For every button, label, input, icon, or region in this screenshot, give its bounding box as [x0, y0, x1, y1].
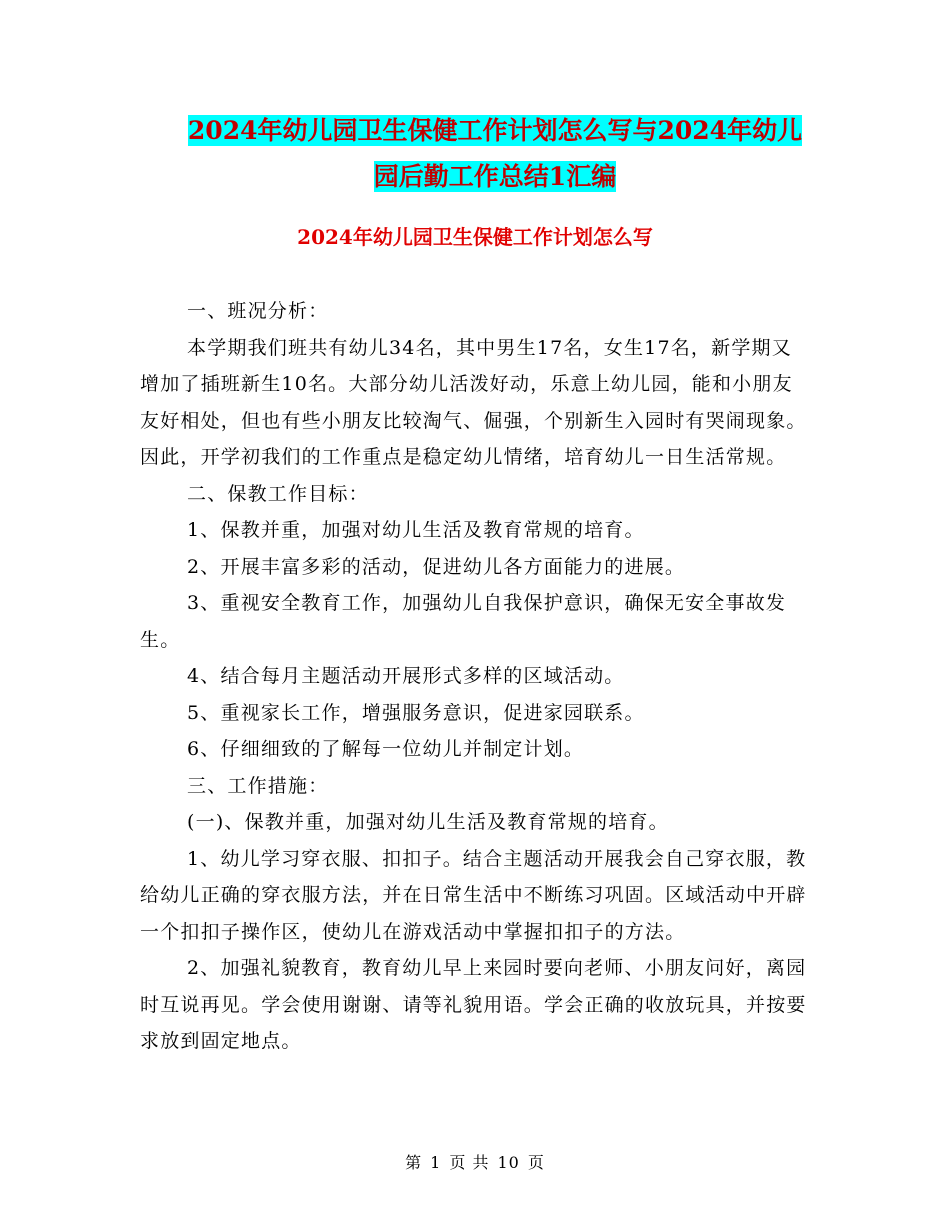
- section-title: 2024年幼儿园卫生保健工作计划怎么写: [297, 225, 653, 249]
- paragraph: 1、幼儿学习穿衣服、扣扣子。结合主题活动开展我会自己穿衣服，教给幼儿正确的穿衣服方法，并在日常生活中不断练习巩固。区域活动中开辟一个扣扣子操作区，使幼儿在游戏活动中掌握扣扣子的方法。: [140, 847, 807, 943]
- paragraph: 一、班况分析：: [187, 300, 329, 322]
- document-title: [140, 108, 850, 200]
- footer-total-pages: 10: [497, 1153, 520, 1172]
- paragraph: 3、重视安全教育工作，加强幼儿自我保护意识，确保无安全事故发生。: [140, 592, 787, 651]
- paragraph: 2、开展丰富多彩的活动，促进幼儿各方面能力的进展。: [187, 555, 686, 578]
- footer-page-number: 1: [430, 1153, 442, 1172]
- paragraph: 二、保教工作目标：: [187, 482, 369, 505]
- footer-middle: 页 共: [449, 1153, 490, 1172]
- paragraph: 6、仔细细致的了解每一位幼儿并制定计划。: [187, 738, 585, 760]
- document-title-line-2: 园后勤工作总结1汇编: [373, 162, 617, 191]
- page-footer: [0, 1150, 950, 1173]
- paragraph: 2、加强礼貌教育，教育幼儿早上来园时要向老师、小朋友问好，离园时互说再见。学会使用谢谢、请等礼貌用语。学会正确的收放玩具，并按要求放到固定地点。: [140, 957, 807, 1052]
- paragraph: 4、结合每月主题活动开展形式多样的区域活动。: [187, 665, 625, 687]
- document-title-line-1: 2024年幼儿园卫生保健工作计划怎么写与2024年幼儿: [187, 116, 803, 145]
- paragraph: (一)、保教并重，加强对幼儿生活及教育常规的培育。: [187, 811, 669, 833]
- paragraph: 1、保教并重，加强对幼儿生活及教育常规的培育。: [187, 519, 645, 541]
- paragraph: 5、重视家长工作，增强服务意识，促进家园联系。: [187, 701, 645, 724]
- footer-suffix: 页: [527, 1153, 545, 1172]
- footer-prefix: 第: [405, 1153, 423, 1172]
- paragraph: 三、工作措施：: [187, 774, 329, 797]
- document-body: [140, 293, 810, 1060]
- paragraph: 本学期我们班共有幼儿34名，其中男生17名，女生17名，新学期又增加了插班新生10名。大部分幼儿活泼好动，乐意上幼儿园，能和小朋友友好相处，但也有些小朋友比较淘气、倔强，个别新生入园时有哭闹现象。因此，开学初我们的工作重点是稳定幼儿情绪，培育幼儿一日生活常规。: [140, 336, 807, 468]
